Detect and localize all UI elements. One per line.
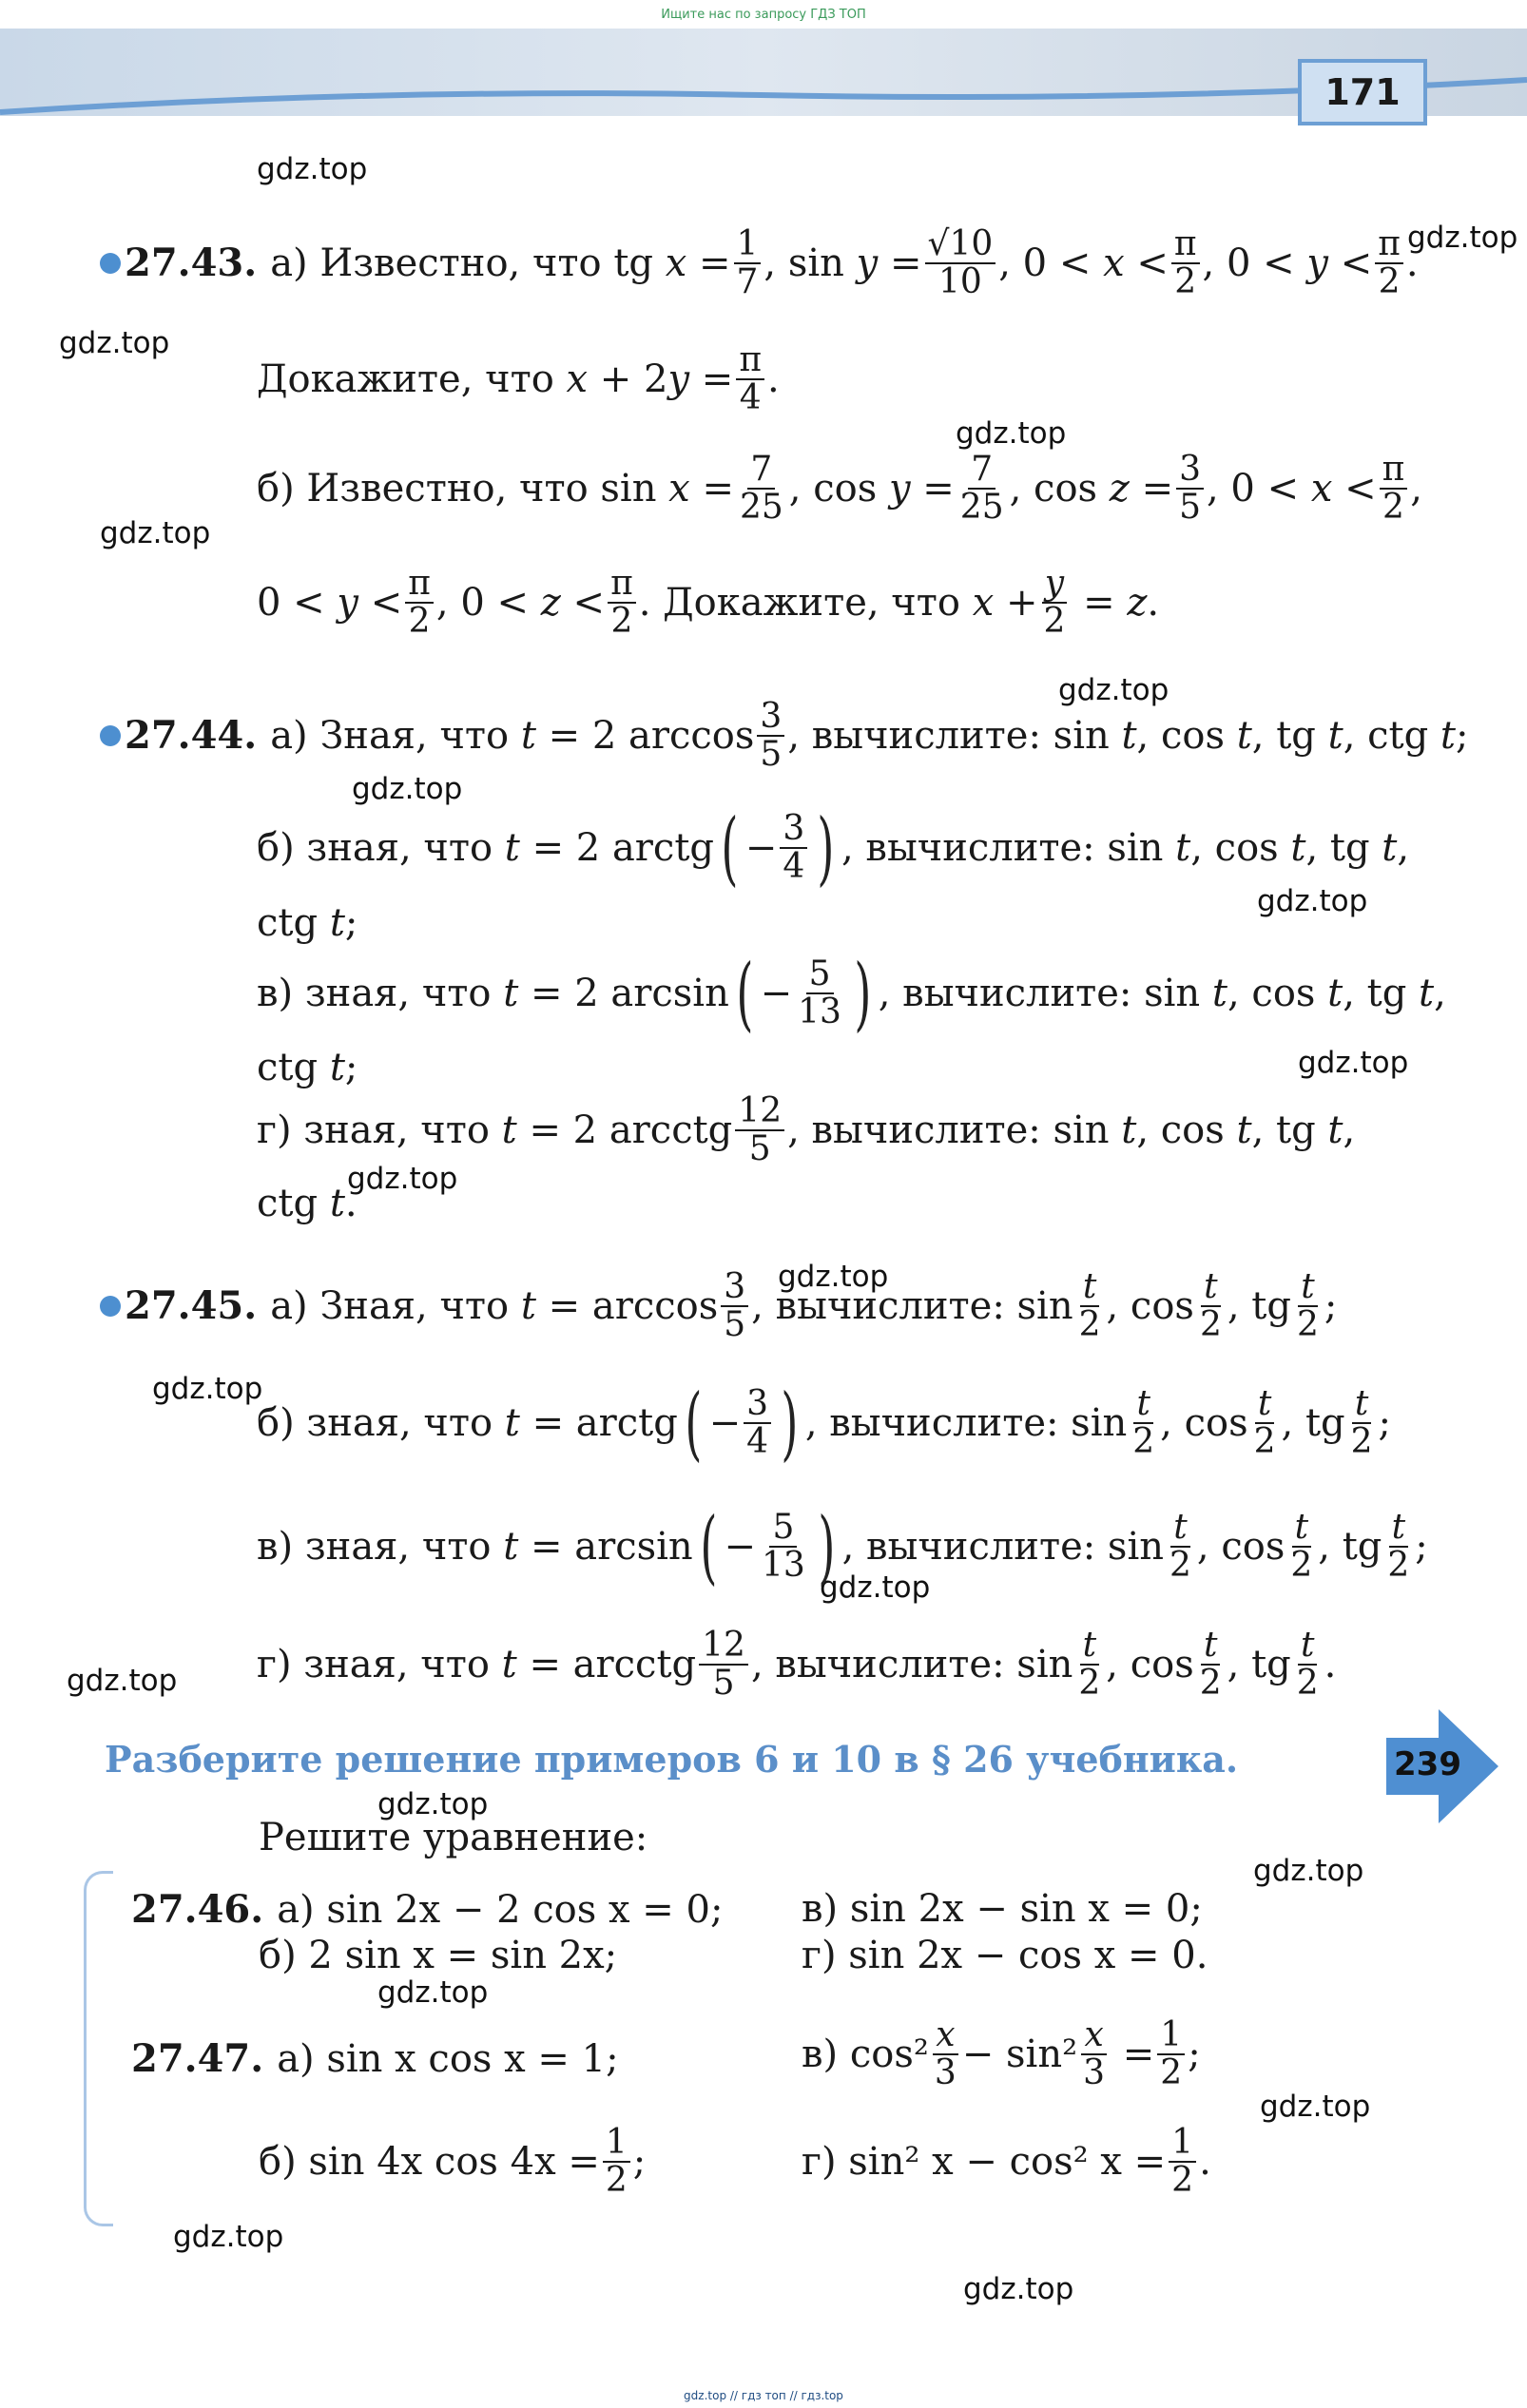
fraction: $\frac{3}{5}$ xyxy=(1176,452,1204,526)
bullet-icon xyxy=(100,253,121,274)
top-note: Ищите нас по запросу ГДЗ ТОП xyxy=(661,8,866,22)
exercise-27-44-v: в) зная, что t = 2 arcsin ( − $\frac{5}{13}$ ) , вычислите: sin t , cos t , tg t , xyxy=(257,947,1446,1040)
section-heading: Разберите решение примеров 6 и 10 в § 26 учебника. xyxy=(105,1738,1239,1781)
bullet-icon xyxy=(100,725,121,746)
fraction: $\frac{12}{5}$ xyxy=(735,1093,784,1167)
watermark: gdz.top xyxy=(173,2220,284,2254)
exercise-number: 27.46. xyxy=(131,1887,264,1932)
exercise-27-43-a: 27.43. а) Известно, что tg x = $\frac{1}{7}$ , sin y = $\frac{√10}{10}$ , 0 < x < $\frac{\pi}{2}$ , 0 < y < $\frac{\pi}{2}$ . xyxy=(100,226,1419,300)
watermark: gdz.top xyxy=(347,1162,458,1196)
watermark: gdz.top xyxy=(257,152,368,186)
solve-instruction: Решите уравнение: xyxy=(259,1816,648,1859)
fraction: $\frac{\pi}{2}$ xyxy=(1375,226,1403,300)
exercise-27-45-b: б) зная, что t = arctg ( − $\frac{3}{4}$ ) , вычислите: sin $\frac{t}{2}$ , cos $\frac{t}{2}$ , tg $\frac{t}{2}$ ; xyxy=(257,1377,1392,1470)
fraction: $\frac{3}{5}$ xyxy=(757,699,784,773)
watermark: gdz.top xyxy=(59,326,170,360)
watermark: gdz.top xyxy=(152,1372,263,1406)
fraction: $\frac{1}{7}$ xyxy=(734,226,762,300)
fraction: $\frac{5}{13}$ xyxy=(798,954,841,1031)
watermark: gdz.top xyxy=(377,1975,489,2010)
fraction: $\frac{\pi}{2}$ xyxy=(1171,226,1200,300)
watermark: gdz.top xyxy=(1260,2090,1371,2124)
exercise-number: 27.44. xyxy=(100,713,257,758)
watermark: gdz.top xyxy=(1257,884,1368,918)
watermark: gdz.top xyxy=(1407,221,1518,255)
fraction: $\frac{\pi}{2}$ xyxy=(608,566,636,640)
exercise-27-43-b-prove: 0 < y < $\frac{\pi}{2}$ , 0 < z < $\frac{\pi}{2}$ . Докажите, что x + $\frac{y}{2}$ = z . xyxy=(257,564,1160,641)
arrow-page-label: 239 xyxy=(1394,1745,1461,1783)
exercise-27-44-v-cont: ctg t ; xyxy=(257,1046,358,1089)
bottom-note: gdz.top // гдз топ // гдз.top xyxy=(684,2389,843,2402)
watermark: gdz.top xyxy=(1058,673,1169,707)
exercise-27-44-b-cont: ctg t ; xyxy=(257,901,358,945)
fraction: $\frac{\pi}{2}$ xyxy=(1380,452,1408,526)
watermark: gdz.top xyxy=(820,1570,931,1605)
page-header xyxy=(0,0,1527,133)
fraction: $\frac{7}{25}$ xyxy=(959,450,1004,527)
bullet-icon xyxy=(100,1296,121,1317)
watermark: gdz.top xyxy=(778,1260,889,1294)
watermark: gdz.top xyxy=(352,772,463,806)
bracket-decoration xyxy=(84,1871,113,2226)
watermark: gdz.top xyxy=(67,1664,178,1698)
exercise-number: 27.47. xyxy=(131,2036,264,2081)
fraction: $\frac{\pi}{2}$ xyxy=(405,566,434,640)
watermark: gdz.top xyxy=(956,416,1067,451)
exercise-27-44-a: 27.44. а) Зная, что t = 2 arccos $\frac{3}{5}$ , вычислите: sin t , cos t , tg t , ctg t ; xyxy=(100,699,1468,773)
watermark: gdz.top xyxy=(1298,1046,1409,1080)
exercise-27-43-b: б) Известно, что sin x = $\frac{7}{25}$ , cos y = $\frac{7}{25}$ , cos z = $\frac{3}{5}$ , 0 < x < $\frac{\pi}{2}$ , xyxy=(257,450,1423,527)
exercise-27-44-g: г) зная, что t = 2 arcctg $\frac{12}{5}$ , вычислите: sin t , cos t , tg t , xyxy=(257,1091,1356,1168)
next-page-arrow-icon xyxy=(1386,1709,1500,1823)
exercise-number: 27.45. xyxy=(100,1283,257,1328)
exercise-27-46-v: в) sin 2x − sin x = 0; xyxy=(802,1887,1203,1931)
exercise-27-46-g: г) sin 2x − cos x = 0. xyxy=(802,1934,1208,1977)
fraction: $\frac{7}{25}$ xyxy=(739,450,783,527)
exercise-27-47-a: 27.47. а) sin x cos x = 1; xyxy=(131,2036,619,2081)
watermark: gdz.top xyxy=(963,2272,1074,2306)
exercise-27-44-b: б) зная, что t = 2 arctg ( − $\frac{3}{4}$ ) , вычислите: sin t , cos t , tg t , xyxy=(257,801,1410,895)
fraction: $\frac{3}{4}$ xyxy=(780,811,807,885)
watermark: gdz.top xyxy=(100,516,211,550)
fraction: $\frac{y}{2}$ xyxy=(1043,564,1066,641)
exercise-27-46-a: 27.46. а) sin 2x − 2 cos x = 0; xyxy=(131,1887,724,1932)
fraction: $\frac{√10}{10}$ xyxy=(925,226,996,300)
page-number: 171 xyxy=(1298,59,1427,125)
watermark: gdz.top xyxy=(1253,1854,1364,1888)
exercise-27-46-b: б) 2 sin x = sin 2x; xyxy=(259,1934,618,1977)
exercise-27-45-v: в) зная, что t = arcsin ( − $\frac{5}{13}$ ) , вычислите: sin $\frac{t}{2}$ , cos $\frac{t}{2}$ , tg $\frac{t}{2}$ ; xyxy=(257,1500,1428,1593)
exercise-27-43-a-prove: Докажите, что x + 2 y = $\frac{\pi}{4}$ . xyxy=(257,340,780,417)
exercise-27-44-g-cont: ctg t . xyxy=(257,1182,358,1225)
fraction: $\frac{3}{5}$ xyxy=(721,1269,748,1343)
watermark: gdz.top xyxy=(377,1787,489,1821)
exercise-27-47-g: г) sin² x − cos² x = $\frac{1}{2}$ . xyxy=(802,2123,1211,2200)
exercise-27-47-b: б) sin 4x cos 4x = $\frac{1}{2}$ ; xyxy=(259,2123,647,2200)
exercise-27-47-v: в) cos² $\frac{x}{3}$ − sin² $\frac{x}{3}$ = $\frac{1}{2}$ ; xyxy=(802,2015,1201,2092)
exercise-number: 27.43. xyxy=(100,241,257,285)
fraction: $\frac{\pi}{4}$ xyxy=(736,342,764,416)
exercise-27-45-a: 27.45. а) Зная, что t = arccos $\frac{3}{5}$ , вычислите: sin $\frac{t}{2}$ , cos $\frac{t}{2}$ , tg $\frac{t}{2}$ ; xyxy=(100,1269,1337,1343)
exercise-27-45-g: г) зная, что t = arcctg $\frac{12}{5}$ , вычислите: sin $\frac{t}{2}$ , cos $\frac{t}{2}$ , tg $\frac{t}{2}$ . xyxy=(257,1626,1337,1703)
